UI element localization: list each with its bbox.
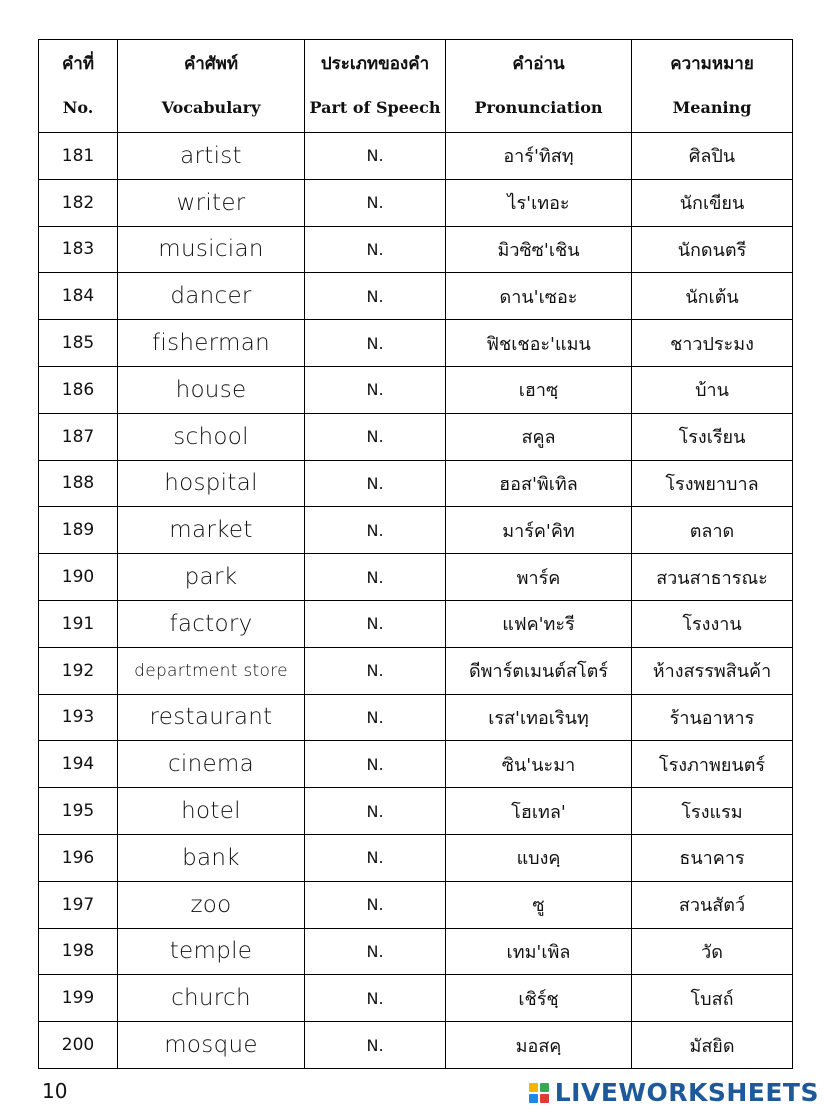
cell-no: 184 bbox=[39, 273, 118, 320]
logo-square-yellow bbox=[529, 1083, 538, 1092]
table-row bbox=[39, 554, 793, 601]
cell-meaning: ห้างสรรพสินค้า bbox=[632, 647, 793, 694]
cell-part-of-speech: N. bbox=[305, 975, 446, 1022]
cell-no: 200 bbox=[39, 1022, 118, 1069]
table-row bbox=[39, 413, 793, 460]
table-row bbox=[39, 975, 793, 1022]
cell-meaning: ชาวประมง bbox=[632, 320, 793, 367]
table-row bbox=[39, 600, 793, 647]
cell-vocabulary: writer bbox=[118, 179, 305, 226]
cell-vocabulary: department store bbox=[118, 647, 305, 694]
cell-meaning: สวนสาธารณะ bbox=[632, 554, 793, 601]
table-row bbox=[39, 507, 793, 554]
cell-pronunciation: เทม'เพิล bbox=[446, 928, 632, 975]
cell-pronunciation: ดาน'เซอะ bbox=[446, 273, 632, 320]
cell-no: 190 bbox=[39, 554, 118, 601]
cell-vocabulary: artist bbox=[118, 133, 305, 180]
table-row bbox=[39, 1022, 793, 1069]
cell-pronunciation: เฮาซฺ bbox=[446, 366, 632, 413]
cell-part-of-speech: N. bbox=[305, 694, 446, 741]
cell-part-of-speech: N. bbox=[305, 413, 446, 460]
cell-part-of-speech: N. bbox=[305, 788, 446, 835]
cell-pronunciation: ซู bbox=[446, 881, 632, 928]
cell-pronunciation: พาร์ค bbox=[446, 554, 632, 601]
header-vocabulary-english: Vocabulary bbox=[161, 98, 261, 117]
cell-meaning: โบสถ์ bbox=[632, 975, 793, 1022]
table-row bbox=[39, 834, 793, 881]
cell-part-of-speech: N. bbox=[305, 834, 446, 881]
cell-pronunciation: ซิน'นะมา bbox=[446, 741, 632, 788]
header-pos-thai: ประเภทของคำ bbox=[320, 54, 430, 74]
cell-no: 197 bbox=[39, 881, 118, 928]
cell-no: 186 bbox=[39, 366, 118, 413]
cell-part-of-speech: N. bbox=[305, 273, 446, 320]
cell-meaning: โรงพยาบาล bbox=[632, 460, 793, 507]
cell-no: 183 bbox=[39, 226, 118, 273]
cell-no: 189 bbox=[39, 507, 118, 554]
cell-meaning: โรงแรม bbox=[632, 788, 793, 835]
cell-meaning: โรงภาพยนตร์ bbox=[632, 741, 793, 788]
cell-part-of-speech: N. bbox=[305, 1022, 446, 1069]
cell-meaning: นักเขียน bbox=[632, 179, 793, 226]
cell-vocabulary: hotel bbox=[118, 788, 305, 835]
cell-vocabulary: temple bbox=[118, 928, 305, 975]
table-row bbox=[39, 928, 793, 975]
cell-vocabulary: mosque bbox=[118, 1022, 305, 1069]
cell-part-of-speech: N. bbox=[305, 554, 446, 601]
liveworksheets-logo-icon bbox=[529, 1083, 549, 1103]
liveworksheets-logo[interactable] bbox=[529, 1078, 819, 1107]
cell-no: 194 bbox=[39, 741, 118, 788]
table-row bbox=[39, 226, 793, 273]
cell-no: 195 bbox=[39, 788, 118, 835]
cell-meaning: นักดนตรี bbox=[632, 226, 793, 273]
header-pronunciation-thai: คำอ่าน bbox=[512, 54, 565, 74]
cell-part-of-speech: N. bbox=[305, 179, 446, 226]
header-meaning bbox=[632, 40, 793, 133]
cell-pronunciation: มาร์ค'คิท bbox=[446, 507, 632, 554]
cell-pronunciation: ฮอส'พิเทิล bbox=[446, 460, 632, 507]
header-part-of-speech bbox=[305, 40, 446, 133]
cell-vocabulary: dancer bbox=[118, 273, 305, 320]
cell-pronunciation: เชิร์ชฺ bbox=[446, 975, 632, 1022]
cell-vocabulary: fisherman bbox=[118, 320, 305, 367]
table-row bbox=[39, 460, 793, 507]
cell-meaning: บ้าน bbox=[632, 366, 793, 413]
cell-pronunciation: อาร์'ทิสทฺ bbox=[446, 133, 632, 180]
cell-part-of-speech: N. bbox=[305, 600, 446, 647]
cell-part-of-speech: N. bbox=[305, 741, 446, 788]
page-number: 10 bbox=[42, 1079, 68, 1103]
cell-meaning: โรงงาน bbox=[632, 600, 793, 647]
table-row bbox=[39, 694, 793, 741]
cell-no: 185 bbox=[39, 320, 118, 367]
table-row bbox=[39, 273, 793, 320]
table-row bbox=[39, 320, 793, 367]
header-pronunciation-english: Pronunciation bbox=[474, 98, 603, 117]
cell-pronunciation: สคูล bbox=[446, 413, 632, 460]
cell-no: 199 bbox=[39, 975, 118, 1022]
logo-square-blue bbox=[529, 1094, 538, 1103]
cell-part-of-speech: N. bbox=[305, 366, 446, 413]
table-row bbox=[39, 741, 793, 788]
cell-pronunciation: แบงคฺ bbox=[446, 834, 632, 881]
logo-square-red bbox=[540, 1094, 549, 1103]
cell-no: 192 bbox=[39, 647, 118, 694]
cell-part-of-speech: N. bbox=[305, 133, 446, 180]
table-row bbox=[39, 179, 793, 226]
cell-pronunciation: ไร'เทอะ bbox=[446, 179, 632, 226]
cell-vocabulary: factory bbox=[118, 600, 305, 647]
cell-pronunciation: มิวซิซ'เชิน bbox=[446, 226, 632, 273]
cell-vocabulary: musician bbox=[118, 226, 305, 273]
cell-meaning: สวนสัตว์ bbox=[632, 881, 793, 928]
cell-vocabulary: cinema bbox=[118, 741, 305, 788]
cell-pronunciation: ดีพาร์ตเมนต์สโตร์ bbox=[446, 647, 632, 694]
cell-meaning: มัสยิด bbox=[632, 1022, 793, 1069]
cell-pronunciation: มอสคฺ bbox=[446, 1022, 632, 1069]
cell-vocabulary: restaurant bbox=[118, 694, 305, 741]
cell-vocabulary: school bbox=[118, 413, 305, 460]
header-no-english: No. bbox=[62, 98, 94, 117]
cell-no: 196 bbox=[39, 834, 118, 881]
cell-meaning: โรงเรียน bbox=[632, 413, 793, 460]
brand-name: LIVEWORKSHEETS bbox=[554, 1078, 819, 1107]
cell-part-of-speech: N. bbox=[305, 928, 446, 975]
cell-meaning: วัด bbox=[632, 928, 793, 975]
cell-vocabulary: house bbox=[118, 366, 305, 413]
table-row bbox=[39, 366, 793, 413]
cell-meaning: ตลาด bbox=[632, 507, 793, 554]
cell-part-of-speech: N. bbox=[305, 881, 446, 928]
cell-no: 181 bbox=[39, 133, 118, 180]
cell-no: 198 bbox=[39, 928, 118, 975]
table-row bbox=[39, 647, 793, 694]
table-row bbox=[39, 133, 793, 180]
cell-meaning: ธนาคาร bbox=[632, 834, 793, 881]
cell-no: 187 bbox=[39, 413, 118, 460]
logo-square-green bbox=[540, 1083, 549, 1092]
table-row bbox=[39, 788, 793, 835]
table-header-row bbox=[39, 40, 793, 133]
cell-no: 191 bbox=[39, 600, 118, 647]
header-meaning-english: Meaning bbox=[672, 98, 752, 117]
table-row bbox=[39, 881, 793, 928]
cell-pronunciation: ฟิชเชอะ'แมน bbox=[446, 320, 632, 367]
cell-vocabulary: zoo bbox=[118, 881, 305, 928]
header-vocabulary bbox=[118, 40, 305, 133]
header-vocabulary-thai: คำศัพท์ bbox=[183, 54, 239, 74]
cell-vocabulary: hospital bbox=[118, 460, 305, 507]
cell-no: 188 bbox=[39, 460, 118, 507]
cell-meaning: นักเต้น bbox=[632, 273, 793, 320]
cell-vocabulary: market bbox=[118, 507, 305, 554]
cell-part-of-speech: N. bbox=[305, 647, 446, 694]
cell-meaning: ร้านอาหาร bbox=[632, 694, 793, 741]
cell-part-of-speech: N. bbox=[305, 226, 446, 273]
cell-pronunciation: โฮเทล' bbox=[446, 788, 632, 835]
cell-no: 182 bbox=[39, 179, 118, 226]
cell-pronunciation: แฟค'ทะรี bbox=[446, 600, 632, 647]
header-no bbox=[39, 40, 118, 133]
cell-part-of-speech: N. bbox=[305, 320, 446, 367]
cell-pronunciation: เรส'เทอเรินทฺ bbox=[446, 694, 632, 741]
cell-part-of-speech: N. bbox=[305, 460, 446, 507]
cell-meaning: ศิลปิน bbox=[632, 133, 793, 180]
cell-vocabulary: bank bbox=[118, 834, 305, 881]
header-pronunciation bbox=[446, 40, 632, 133]
header-no-thai: คำที่ bbox=[61, 54, 95, 74]
cell-vocabulary: church bbox=[118, 975, 305, 1022]
header-pos-english: Part of Speech bbox=[309, 98, 441, 117]
cell-no: 193 bbox=[39, 694, 118, 741]
header-meaning-thai: ความหมาย bbox=[670, 54, 754, 74]
cell-vocabulary: park bbox=[118, 554, 305, 601]
vocabulary-table bbox=[38, 39, 793, 1069]
cell-part-of-speech: N. bbox=[305, 507, 446, 554]
